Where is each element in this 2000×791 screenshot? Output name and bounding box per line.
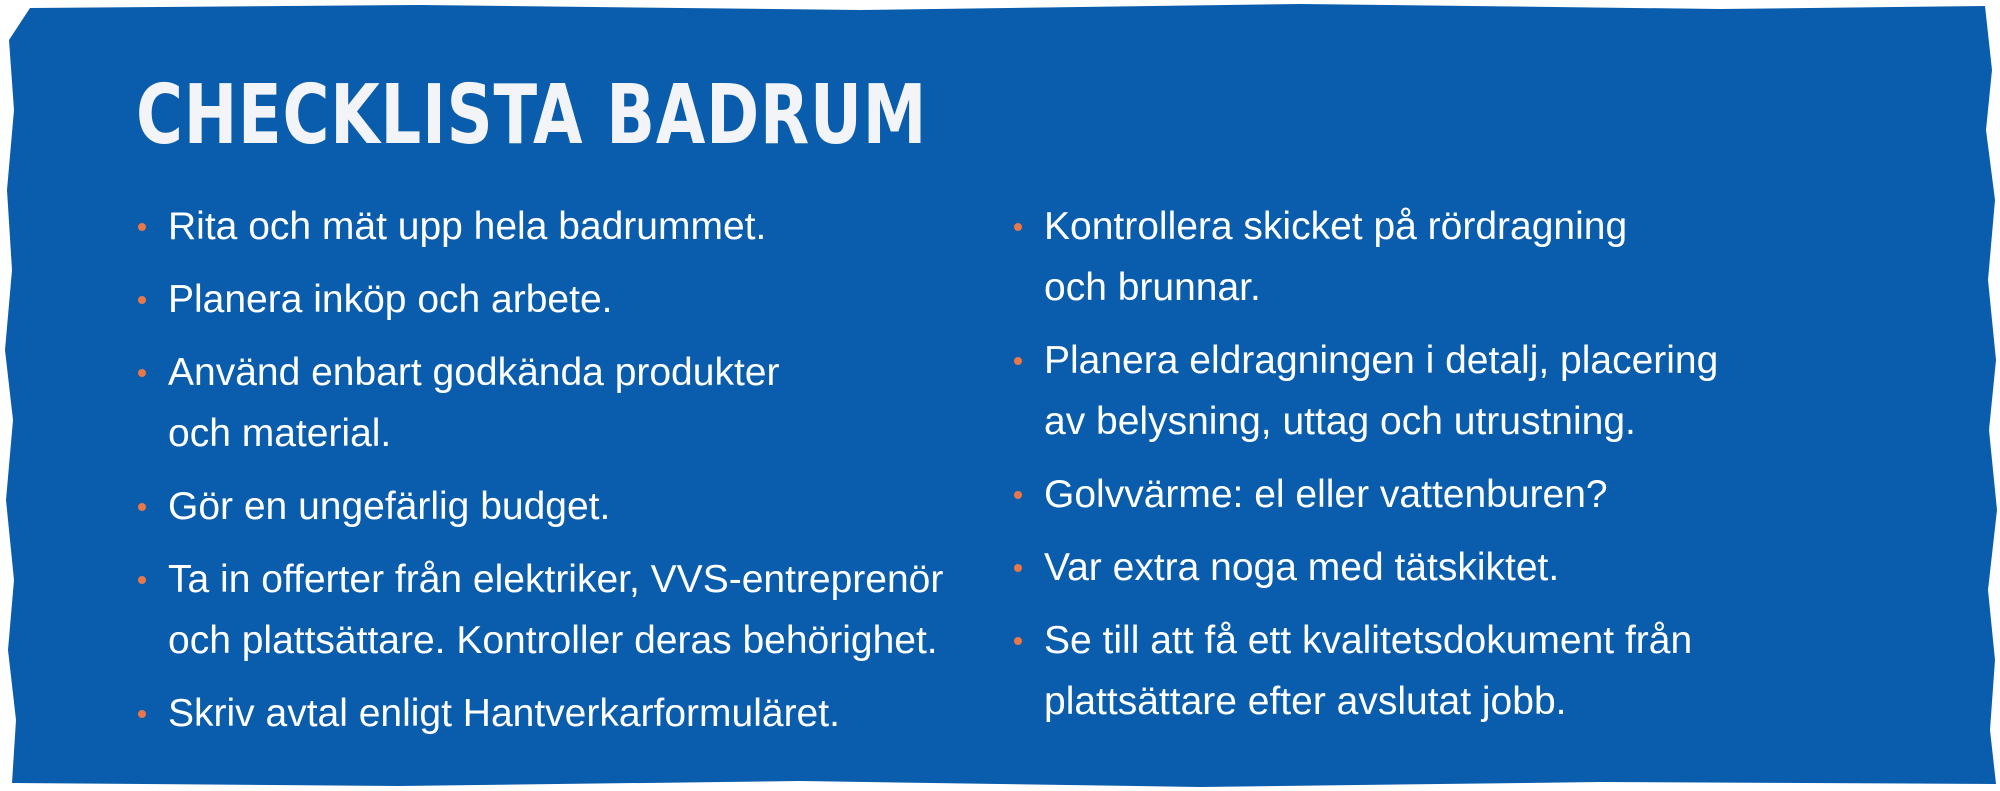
list-item xyxy=(138,269,998,330)
bullet-icon xyxy=(1014,223,1022,231)
bullet-icon xyxy=(1014,357,1022,365)
page-title: CHECKLISTA BADRUM xyxy=(136,68,928,163)
bullet-icon xyxy=(1014,564,1022,572)
list-item-text: Skriv avtal enligt Hantverkarformuläret. xyxy=(168,692,840,735)
list-item-text: Rita och mät upp hela badrummet. xyxy=(168,205,767,248)
bullet-icon xyxy=(1014,491,1022,499)
list-item xyxy=(138,683,998,744)
bullet-icon xyxy=(138,503,146,511)
bullet-icon xyxy=(138,710,146,718)
list-item xyxy=(1014,330,1814,452)
list-item xyxy=(138,549,998,671)
list-item-text: Var extra noga med tätskiktet. xyxy=(1044,546,1560,589)
list-item-text: Gör en ungefärlig budget. xyxy=(168,485,611,528)
list-item-text: Se till att få ett kvalitetsdokument från plattsättare efter avslutat jobb. xyxy=(1044,619,1693,723)
list-item xyxy=(1014,196,1814,318)
list-item xyxy=(138,196,998,257)
bullet-icon xyxy=(138,223,146,231)
list-item xyxy=(1014,464,1814,525)
bullet-icon xyxy=(138,296,146,304)
bullet-icon xyxy=(138,369,146,377)
checklist-right-column xyxy=(1014,196,1814,744)
list-item xyxy=(138,476,998,537)
list-item xyxy=(1014,610,1814,732)
checklist-left-column xyxy=(138,196,998,756)
list-item-text: Golvvärme: el eller vattenburen? xyxy=(1044,473,1608,516)
list-item-text: Kontrollera skicket på rördragning och brunnar. xyxy=(1044,205,1628,309)
list-item xyxy=(1014,537,1814,598)
bullet-icon xyxy=(138,576,146,584)
bullet-icon xyxy=(1014,637,1022,645)
list-item xyxy=(138,342,998,464)
list-item-text: Använd enbart godkända produkter och material. xyxy=(168,351,780,455)
list-item-text: Planera inköp och arbete. xyxy=(168,278,613,321)
list-item-text: Ta in offerter från elektriker, VVS-entreprenör och plattsättare. Kontroller deras behörighet. xyxy=(168,558,944,662)
list-item-text: Planera eldragningen i detalj, placering av belysning, uttag och utrustning. xyxy=(1044,339,1719,443)
